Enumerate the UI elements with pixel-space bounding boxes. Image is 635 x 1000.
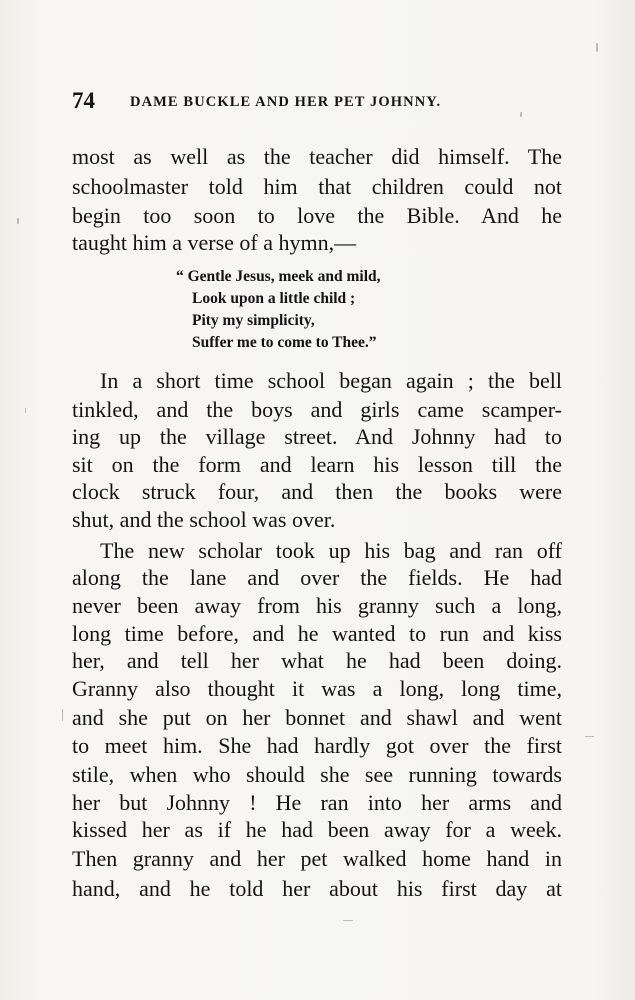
- text-line: stile, when who should she see running towards: [72, 762, 562, 787]
- paragraph-start-line: In a short time school began again ; the bell: [100, 368, 562, 393]
- text-line: hand, and he told her about his first day at: [72, 876, 562, 901]
- paper-speck: [62, 709, 63, 721]
- text-line: her, and tell her what he had been doing.: [72, 648, 562, 673]
- verse-line: Suffer me to come to Thee.”: [192, 334, 377, 351]
- text-line: sit on the form and learn his lesson till the: [72, 452, 562, 477]
- hymn-verse: [176, 266, 476, 354]
- text-line: most as well as the teacher did himself. The: [72, 144, 562, 169]
- verse-line: Look upon a little child ;: [192, 290, 356, 307]
- paper-speck: [343, 920, 353, 921]
- paper-speck: [17, 218, 19, 224]
- running-header: [72, 86, 572, 116]
- text-line: along the lane and over the fields. He had: [72, 565, 562, 590]
- paragraph-start-line: The new scholar took up his bag and ran off: [100, 538, 562, 563]
- text-line: tinkled, and the boys and girls came scamper-: [72, 397, 562, 422]
- text-line: to meet him. She had hardly got over the first: [72, 733, 562, 758]
- text-line: taught him a verse of a hymn,—: [72, 230, 357, 255]
- text-line: begin too soon to love the Bible. And he: [72, 203, 562, 228]
- paper-speck: [520, 112, 522, 117]
- text-line: long time before, and he wanted to run and kiss: [72, 621, 562, 646]
- paper-speck: [25, 408, 26, 413]
- text-line: her but Johnny ! He ran into her arms and: [72, 790, 562, 815]
- verse-line: “ Gentle Jesus, meek and mild,: [176, 268, 381, 285]
- text-line: Granny also thought it was a long, long time,: [72, 676, 562, 701]
- text-line: clock struck four, and then the books were: [72, 479, 562, 504]
- text-line: and she put on her bonnet and shawl and went: [72, 705, 562, 730]
- verse-line: Pity my simplicity,: [192, 312, 315, 329]
- paper-speck: [585, 736, 594, 737]
- text-line: never been away from his granny such a long,: [72, 593, 562, 618]
- paper-speck: [596, 43, 598, 52]
- running-title: DAME BUCKLE AND HER PET JOHNNY.: [130, 94, 442, 110]
- text-line: Then granny and her pet walked home hand in: [72, 846, 562, 871]
- text-line: kissed her as if he had been away for a week.: [72, 817, 562, 842]
- text-line: schoolmaster told him that children could not: [72, 174, 562, 199]
- page-number: 74: [72, 88, 95, 113]
- text-line: ing up the village street. And Johnny had to: [72, 424, 562, 449]
- text-line: shut, and the school was over.: [72, 507, 336, 532]
